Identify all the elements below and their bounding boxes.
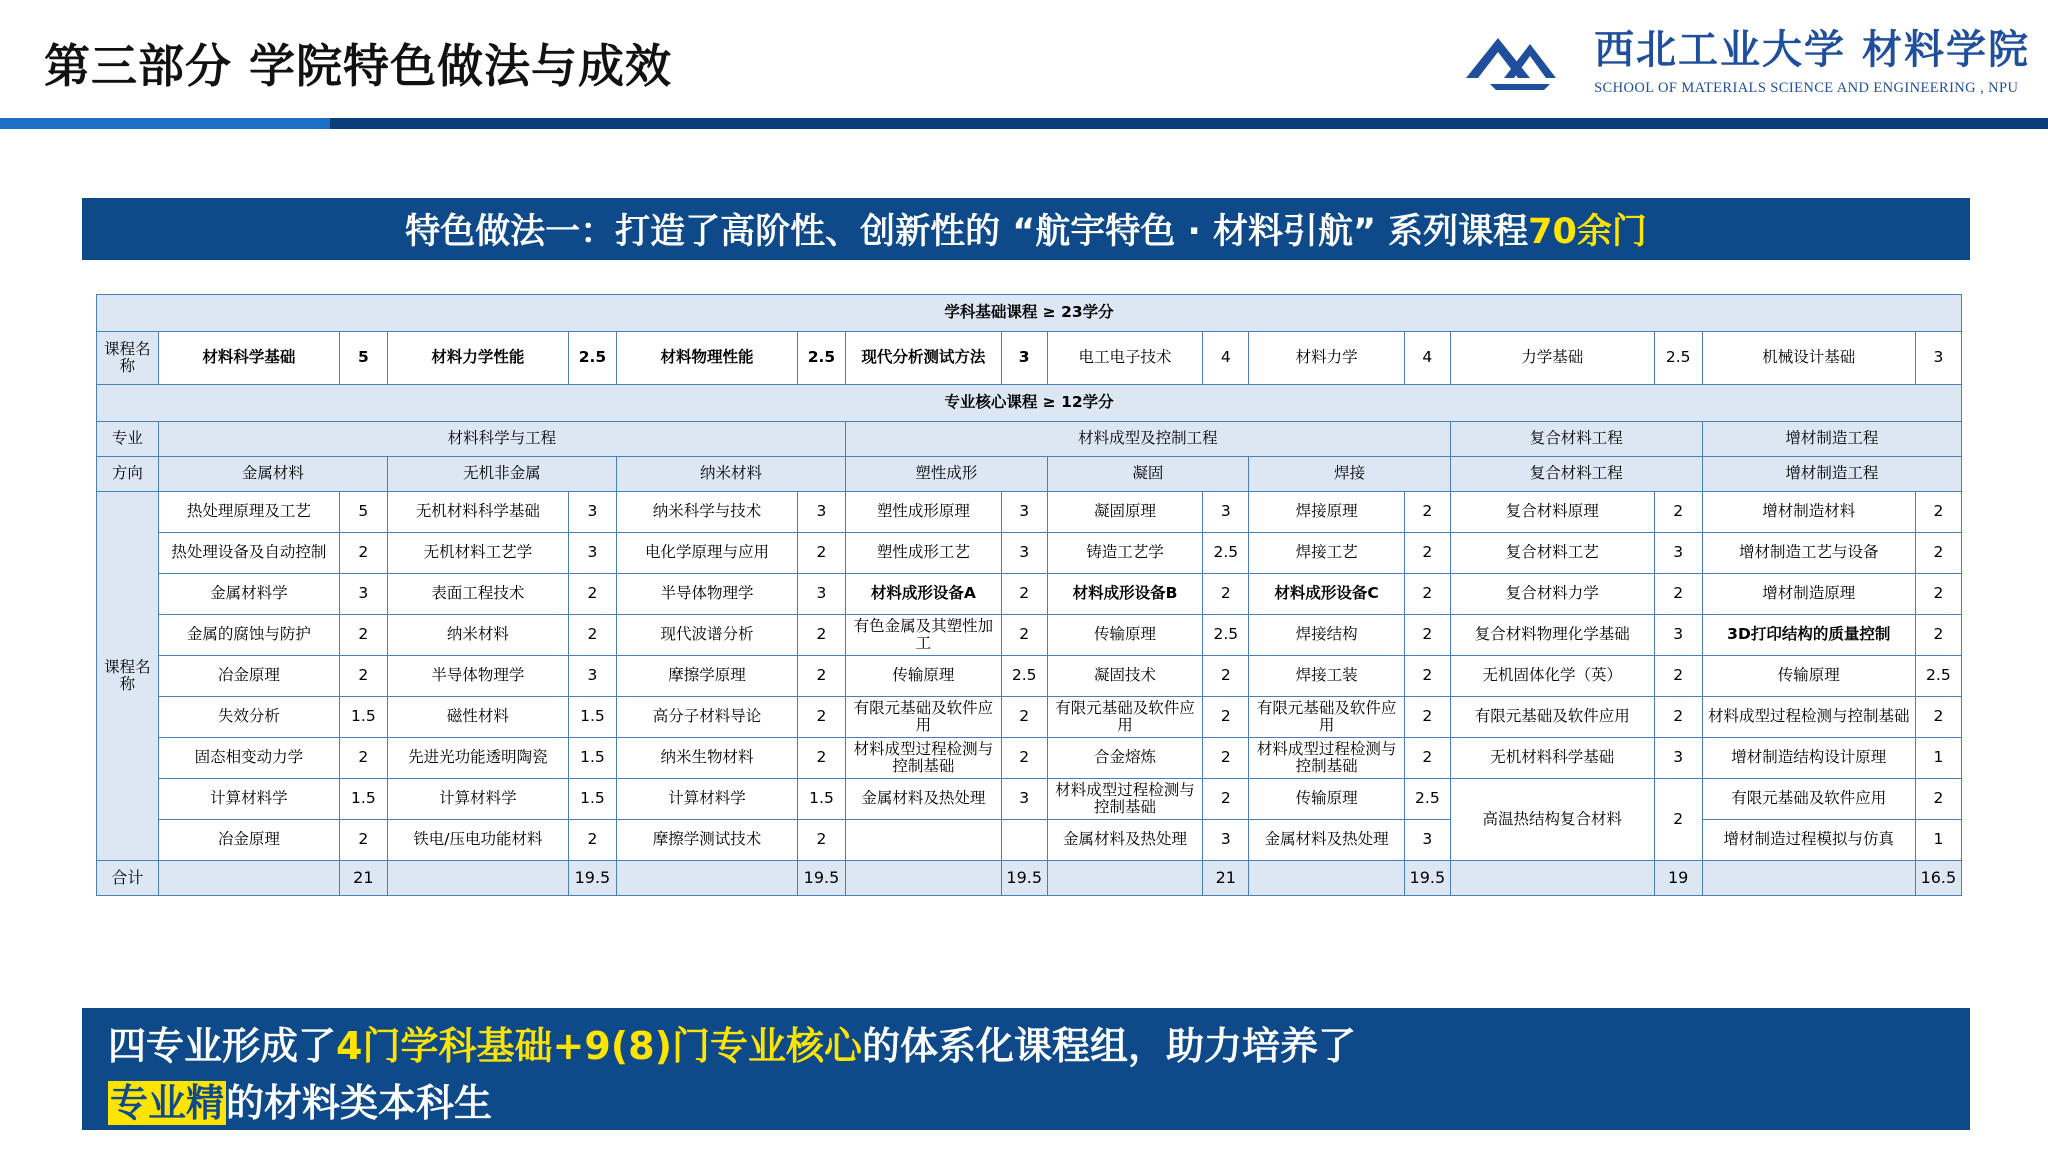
course-credit: 2 <box>797 656 845 697</box>
base-course-credit: 4 <box>1203 332 1249 385</box>
course-credit: 2 <box>339 615 387 656</box>
course-credit: 2 <box>1915 615 1961 656</box>
course-credit: 2 <box>1654 697 1702 738</box>
course-name: 高温热结构复合材料 <box>1450 779 1654 861</box>
course-name: 计算材料学 <box>616 779 797 820</box>
course-name: 无机材料工艺学 <box>387 533 568 574</box>
table-row <box>97 779 1962 820</box>
course-name: 热处理设备及自动控制 <box>158 533 339 574</box>
course-name: 传输原理 <box>846 656 1002 697</box>
logo-title-cn: 西北工业大学 材料学院 <box>1594 27 2030 73</box>
course-name: 有限元基础及软件应用 <box>1450 697 1654 738</box>
course-name: 金属材料学 <box>158 574 339 615</box>
table-row <box>97 697 1962 738</box>
course-credit: 3 <box>1001 492 1047 533</box>
course-credit: 2 <box>568 615 616 656</box>
course-credit: 2 <box>797 820 845 861</box>
total-value: 19.5 <box>1001 861 1047 896</box>
course-name: 增材制造原理 <box>1702 574 1915 615</box>
course-credit: 2 <box>1203 779 1249 820</box>
table-total-row <box>97 861 1962 896</box>
course-credit: 1.5 <box>797 779 845 820</box>
course-credit: 3 <box>1001 779 1047 820</box>
course-name: 增材制造结构设计原理 <box>1702 738 1915 779</box>
base-course-name: 材料力学 <box>1249 332 1405 385</box>
course-credit: 3 <box>339 574 387 615</box>
feature-banner-prefix: 特色做法一：打造了高阶性、创新性的 “航宇特色 · 材料引航” 系列课程 <box>405 212 1529 252</box>
course-name: 固态相变动力学 <box>158 738 339 779</box>
course-credit: 2 <box>1915 533 1961 574</box>
summary-hl-b: 4 <box>336 1024 363 1068</box>
course-credit: 2 <box>1203 697 1249 738</box>
course-name: 复合材料原理 <box>1450 492 1654 533</box>
row-label-major: 专业 <box>97 422 159 457</box>
base-course-credit: 4 <box>1404 332 1450 385</box>
course-name: 铁电/压电功能材料 <box>387 820 568 861</box>
total-spacer <box>158 861 339 896</box>
direction-cell: 复合材料工程 <box>1450 457 1702 492</box>
course-credit: 2.5 <box>1203 615 1249 656</box>
course-name: 复合材料物理化学基础 <box>1450 615 1654 656</box>
course-credit: 3 <box>568 656 616 697</box>
direction-cell: 纳米材料 <box>616 457 845 492</box>
row-label-course-name: 课程名称 <box>97 332 159 385</box>
course-credit: 2 <box>797 615 845 656</box>
section-title-basic: 学科基础课程 ≥ 23学分 <box>97 295 1962 332</box>
total-value: 21 <box>1203 861 1249 896</box>
course-credit: 3 <box>1404 820 1450 861</box>
course-credit: 2 <box>1001 574 1047 615</box>
page-title: 第三部分 学院特色做法与成效 <box>44 39 673 93</box>
base-course-credit: 2.5 <box>1654 332 1702 385</box>
course-name: 冶金原理 <box>158 656 339 697</box>
course-name: 金属的腐蚀与防护 <box>158 615 339 656</box>
course-credit: 2.5 <box>1915 656 1961 697</box>
total-spacer <box>846 861 1002 896</box>
course-credit: 2 <box>1404 615 1450 656</box>
course-credit: 1 <box>1915 820 1961 861</box>
total-value: 19.5 <box>797 861 845 896</box>
course-name: 材料成型过程检测与控制基础 <box>1702 697 1915 738</box>
course-name: 表面工程技术 <box>387 574 568 615</box>
base-course-credit: 2.5 <box>797 332 845 385</box>
course-credit: 2 <box>1001 615 1047 656</box>
course-credit: 3 <box>1203 492 1249 533</box>
course-name: 冶金原理 <box>158 820 339 861</box>
course-credit: 2 <box>1654 779 1702 861</box>
course-credit: 2 <box>1654 574 1702 615</box>
course-name: 材料成型过程检测与控制基础 <box>846 738 1002 779</box>
total-spacer <box>1249 861 1405 896</box>
table-row <box>97 656 1962 697</box>
total-value: 21 <box>339 861 387 896</box>
total-value: 19.5 <box>568 861 616 896</box>
course-name: 现代波谱分析 <box>616 615 797 656</box>
course-credit: 2 <box>1404 533 1450 574</box>
summary-text-a: 四专业形成了 <box>108 1024 337 1068</box>
table-row <box>97 738 1962 779</box>
section-title-core: 专业核心课程 ≥ 12学分 <box>97 385 1962 422</box>
course-name: 材料成型过程检测与控制基础 <box>1047 779 1203 820</box>
course-credit: 2 <box>1915 492 1961 533</box>
course-name: 传输原理 <box>1047 615 1203 656</box>
course-name: 磁性材料 <box>387 697 568 738</box>
course-name: 复合材料力学 <box>1450 574 1654 615</box>
course-name: 焊接工装 <box>1249 656 1405 697</box>
course-credit: 1.5 <box>568 697 616 738</box>
course-credit: 2 <box>339 820 387 861</box>
table-section-header-row <box>97 295 1962 332</box>
base-course-name: 现代分析测试方法 <box>846 332 1002 385</box>
major-cell: 材料科学与工程 <box>158 422 845 457</box>
course-credit: 2 <box>1001 697 1047 738</box>
course-credit: 2 <box>1404 697 1450 738</box>
course-name: 金属材料及热处理 <box>1249 820 1405 861</box>
summary-line-1 <box>108 1018 1944 1075</box>
course-name: 半导体物理学 <box>616 574 797 615</box>
base-course-name: 机械设计基础 <box>1702 332 1915 385</box>
course-credit: 2 <box>1915 697 1961 738</box>
course-name: 材料成形设备C <box>1249 574 1405 615</box>
base-course-credit: 2.5 <box>568 332 616 385</box>
header-divider-accent <box>0 118 330 129</box>
course-credit: 2 <box>339 656 387 697</box>
table-row <box>97 332 1962 385</box>
summary-banner <box>82 1008 1970 1130</box>
course-credit: 2 <box>1404 738 1450 779</box>
course-name: 无机材料科学基础 <box>387 492 568 533</box>
course-name: 有色金属及其塑性加工 <box>846 615 1002 656</box>
course-name: 无机固体化学（英） <box>1450 656 1654 697</box>
course-name: 材料成形设备A <box>846 574 1002 615</box>
major-cell: 材料成型及控制工程 <box>846 422 1451 457</box>
course-name: 塑性成形工艺 <box>846 533 1002 574</box>
total-spacer <box>1450 861 1654 896</box>
course-name: 有限元基础及软件应用 <box>846 697 1002 738</box>
course-credit: 3 <box>1654 738 1702 779</box>
total-spacer <box>1702 861 1915 896</box>
base-course-name: 电工电子技术 <box>1047 332 1203 385</box>
total-spacer <box>1047 861 1203 896</box>
course-name: 有限元基础及软件应用 <box>1047 697 1203 738</box>
base-course-credit: 5 <box>339 332 387 385</box>
course-name: 焊接工艺 <box>1249 533 1405 574</box>
course-credit: 2 <box>1203 738 1249 779</box>
course-name: 塑性成形原理 <box>846 492 1002 533</box>
direction-cell: 无机非金属 <box>387 457 616 492</box>
course-credit: 2 <box>1203 656 1249 697</box>
course-name: 增材制造过程模拟与仿真 <box>1702 820 1915 861</box>
logo-title-en: SCHOOL OF MATERIALS SCIENCE AND ENGINEERING , NPU <box>1594 80 2019 96</box>
row-label-direction: 方向 <box>97 457 159 492</box>
feature-banner-text <box>405 204 1647 254</box>
course-credit: 1 <box>1915 738 1961 779</box>
table-section-header-row <box>97 385 1962 422</box>
summary-hl-c: 门学科基础 <box>362 1024 553 1068</box>
course-name: 计算材料学 <box>387 779 568 820</box>
direction-cell: 金属材料 <box>158 457 387 492</box>
course-name: 纳米生物材料 <box>616 738 797 779</box>
base-course-name: 材料物理性能 <box>616 332 797 385</box>
course-credit: 1.5 <box>339 697 387 738</box>
total-value: 16.5 <box>1915 861 1961 896</box>
course-name: 热处理原理及工艺 <box>158 492 339 533</box>
course-credit: 3 <box>1203 820 1249 861</box>
course-credit: 2 <box>1404 492 1450 533</box>
course-credit: 2 <box>797 697 845 738</box>
course-name: 失效分析 <box>158 697 339 738</box>
course-credit <box>1001 820 1047 861</box>
base-course-credit: 3 <box>1915 332 1961 385</box>
mountain-chevron-logo-icon <box>1460 26 1580 90</box>
course-credit: 3 <box>568 492 616 533</box>
course-credit: 3 <box>1001 533 1047 574</box>
total-value: 19.5 <box>1404 861 1450 896</box>
summary-hl-box: 专业精 <box>110 1081 225 1125</box>
course-name: 电化学原理与应用 <box>616 533 797 574</box>
total-value: 19 <box>1654 861 1702 896</box>
course-credit: 2 <box>797 738 845 779</box>
course-credit: 2 <box>1915 779 1961 820</box>
course-name: 凝固技术 <box>1047 656 1203 697</box>
course-credit: 1.5 <box>568 779 616 820</box>
course-credit: 2.5 <box>1404 779 1450 820</box>
slide-header <box>0 0 2048 120</box>
major-cell: 增材制造工程 <box>1702 422 1961 457</box>
course-name: 无机材料科学基础 <box>1450 738 1654 779</box>
course-credit: 2 <box>1001 738 1047 779</box>
table-row <box>97 422 1962 457</box>
curriculum-table <box>96 294 1962 896</box>
major-cell: 复合材料工程 <box>1450 422 1702 457</box>
course-credit: 3 <box>797 492 845 533</box>
direction-cell: 塑性成形 <box>846 457 1048 492</box>
row-label-course-name-2: 课程名称 <box>97 492 159 861</box>
course-credit: 1.5 <box>339 779 387 820</box>
summary-line-2 <box>108 1075 1944 1132</box>
summary-hl-d: +9(8) <box>552 1024 672 1068</box>
course-name: 计算材料学 <box>158 779 339 820</box>
base-course-name: 材料科学基础 <box>158 332 339 385</box>
course-credit: 2 <box>1404 656 1450 697</box>
summary-text-f: 的体系化课程组，助力培养了 <box>861 1024 1356 1068</box>
course-credit: 2 <box>568 574 616 615</box>
course-name: 高分子材料导论 <box>616 697 797 738</box>
course-credit: 2 <box>568 820 616 861</box>
course-name: 摩擦学测试技术 <box>616 820 797 861</box>
direction-cell: 凝固 <box>1047 457 1249 492</box>
course-name: 传输原理 <box>1702 656 1915 697</box>
feature-banner <box>82 198 1970 260</box>
course-name: 合金熔炼 <box>1047 738 1203 779</box>
curriculum-table-wrap <box>96 294 1962 896</box>
course-name: 焊接结构 <box>1249 615 1405 656</box>
course-credit: 2 <box>1654 656 1702 697</box>
feature-banner-highlight: 70余门 <box>1528 212 1647 252</box>
course-name: 纳米科学与技术 <box>616 492 797 533</box>
direction-cell: 增材制造工程 <box>1702 457 1961 492</box>
course-name: 增材制造材料 <box>1702 492 1915 533</box>
university-logo <box>1460 18 2030 97</box>
course-credit: 2.5 <box>1203 533 1249 574</box>
base-course-name: 材料力学性能 <box>387 332 568 385</box>
course-name: 增材制造工艺与设备 <box>1702 533 1915 574</box>
course-name: 焊接原理 <box>1249 492 1405 533</box>
course-credit: 3 <box>1654 615 1702 656</box>
table-row <box>97 533 1962 574</box>
course-credit: 3 <box>568 533 616 574</box>
course-name: 金属材料及热处理 <box>1047 820 1203 861</box>
table-row <box>97 615 1962 656</box>
course-name: 复合材料工艺 <box>1450 533 1654 574</box>
course-credit: 2 <box>339 738 387 779</box>
course-credit: 3 <box>797 574 845 615</box>
course-name <box>846 820 1002 861</box>
course-credit: 1.5 <box>568 738 616 779</box>
course-name: 材料成型过程检测与控制基础 <box>1249 738 1405 779</box>
total-spacer <box>616 861 797 896</box>
summary-hl-e: 门专业核心 <box>671 1024 862 1068</box>
base-course-name: 力学基础 <box>1450 332 1654 385</box>
table-row <box>97 574 1962 615</box>
table-row <box>97 492 1962 533</box>
course-name: 凝固原理 <box>1047 492 1203 533</box>
course-credit: 2 <box>1654 492 1702 533</box>
course-credit: 2 <box>339 533 387 574</box>
course-name: 3D打印结构的质量控制 <box>1702 615 1915 656</box>
course-name: 摩擦学原理 <box>616 656 797 697</box>
course-credit: 2 <box>1404 574 1450 615</box>
course-name: 材料成形设备B <box>1047 574 1203 615</box>
course-name: 半导体物理学 <box>387 656 568 697</box>
course-name: 金属材料及热处理 <box>846 779 1002 820</box>
course-name: 有限元基础及软件应用 <box>1702 779 1915 820</box>
course-credit: 2 <box>1203 574 1249 615</box>
direction-cell: 焊接 <box>1249 457 1451 492</box>
course-name: 纳米材料 <box>387 615 568 656</box>
total-spacer <box>387 861 568 896</box>
course-name: 先进光功能透明陶瓷 <box>387 738 568 779</box>
course-credit: 3 <box>1654 533 1702 574</box>
course-name: 传输原理 <box>1249 779 1405 820</box>
base-course-credit: 3 <box>1001 332 1047 385</box>
row-label-total: 合计 <box>97 861 159 896</box>
course-name: 有限元基础及软件应用 <box>1249 697 1405 738</box>
table-row <box>97 457 1962 492</box>
course-name: 铸造工艺学 <box>1047 533 1203 574</box>
course-credit: 2.5 <box>1001 656 1047 697</box>
course-credit: 2 <box>797 533 845 574</box>
summary-text-g: 的材料类本科生 <box>226 1081 493 1125</box>
course-credit: 5 <box>339 492 387 533</box>
course-credit: 2 <box>1915 574 1961 615</box>
